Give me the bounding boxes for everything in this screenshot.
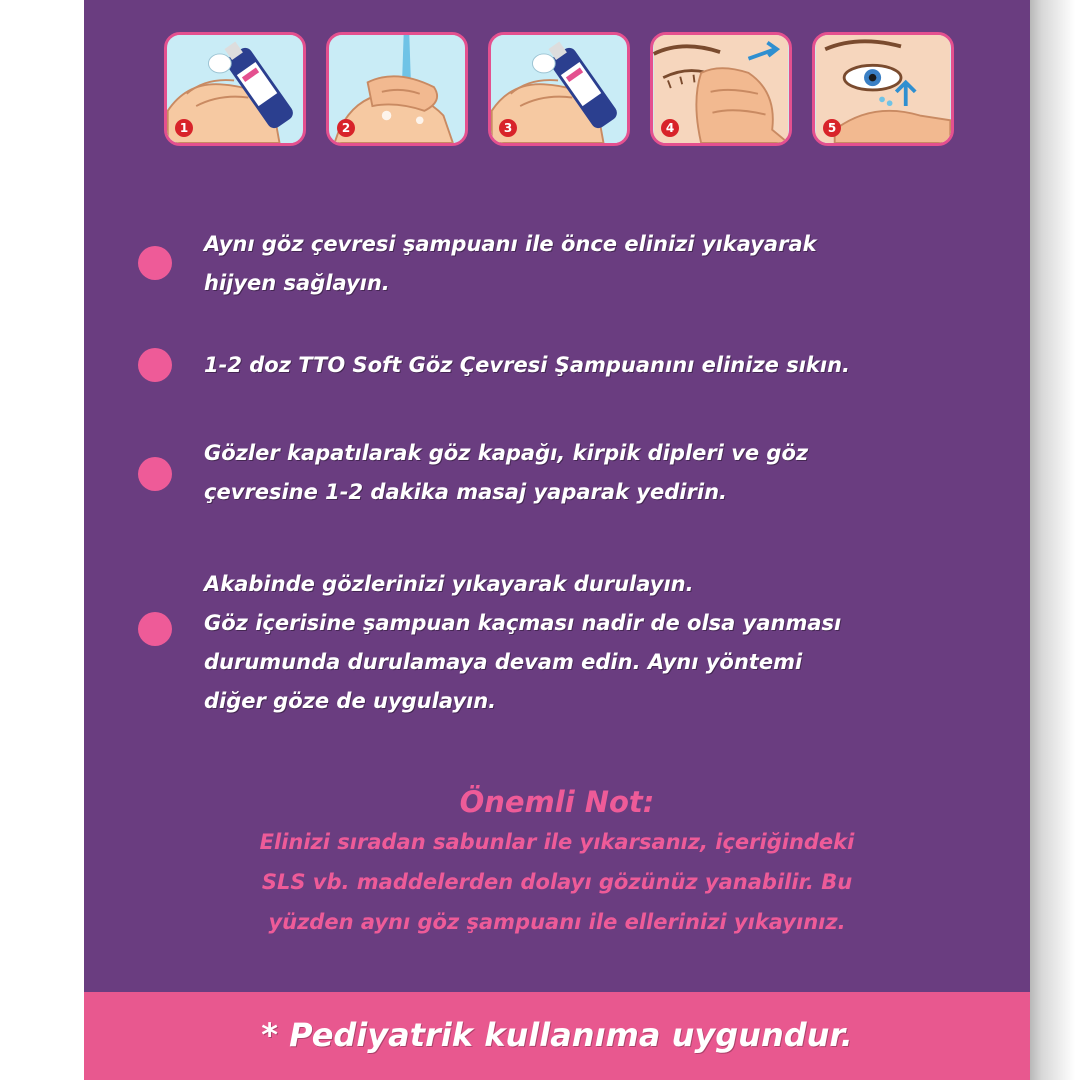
step-1-panel bbox=[164, 32, 306, 146]
bullet-dot bbox=[138, 612, 172, 646]
page-edge-shadow bbox=[1030, 0, 1080, 1080]
bullet-dot bbox=[138, 457, 172, 491]
footer-text: * Pediyatrik kullanıma uygundur. bbox=[261, 1016, 853, 1054]
bullet-dot bbox=[138, 348, 172, 382]
instruction-card bbox=[84, 0, 1030, 1080]
instruction-text: 1-2 doz TTO Soft Göz Çevresi Şampuanını elinize sıkın. bbox=[204, 353, 851, 377]
step-number-badge: 4 bbox=[661, 119, 679, 137]
step-number-badge: 3 bbox=[499, 119, 517, 137]
step-illustrations bbox=[164, 32, 954, 150]
bullet-dot bbox=[138, 246, 172, 280]
instruction-text: Akabinde gözlerinizi yıkayarak durulayın. Göz içerisine şampuan kaçması nadir de olsa yanması durumunda durulamaya devam edin. Aynı yöntemi diğer göze de uygulayın. bbox=[204, 572, 842, 713]
step-5-panel bbox=[812, 32, 954, 146]
note-title: Önemli Not: bbox=[459, 785, 655, 819]
step-number-badge: 5 bbox=[823, 119, 841, 137]
step-number-badge: 2 bbox=[337, 119, 355, 137]
step-3-panel bbox=[488, 32, 630, 146]
step-4-panel bbox=[650, 32, 792, 146]
instruction-text: Aynı göz çevresi şampuanı ile önce elinizi yıkayarak hijyen sağlayın. bbox=[204, 232, 817, 295]
note-body: Elinizi sıradan sabunlar ile yıkarsanız, içeriğindeki SLS vb. maddelerden dolayı gözünüz yanabilir. Bu yüzden aynı göz şampuanı ile ellerinizi yıkayınız. bbox=[259, 830, 855, 934]
instruction-text: Gözler kapatılarak göz kapağı, kirpik dipleri ve göz çevresine 1-2 dakika masaj yaparak yedirin. bbox=[204, 441, 809, 504]
step-2-panel bbox=[326, 32, 468, 146]
step-number-badge: 1 bbox=[175, 119, 193, 137]
footer-band bbox=[84, 992, 1030, 1080]
